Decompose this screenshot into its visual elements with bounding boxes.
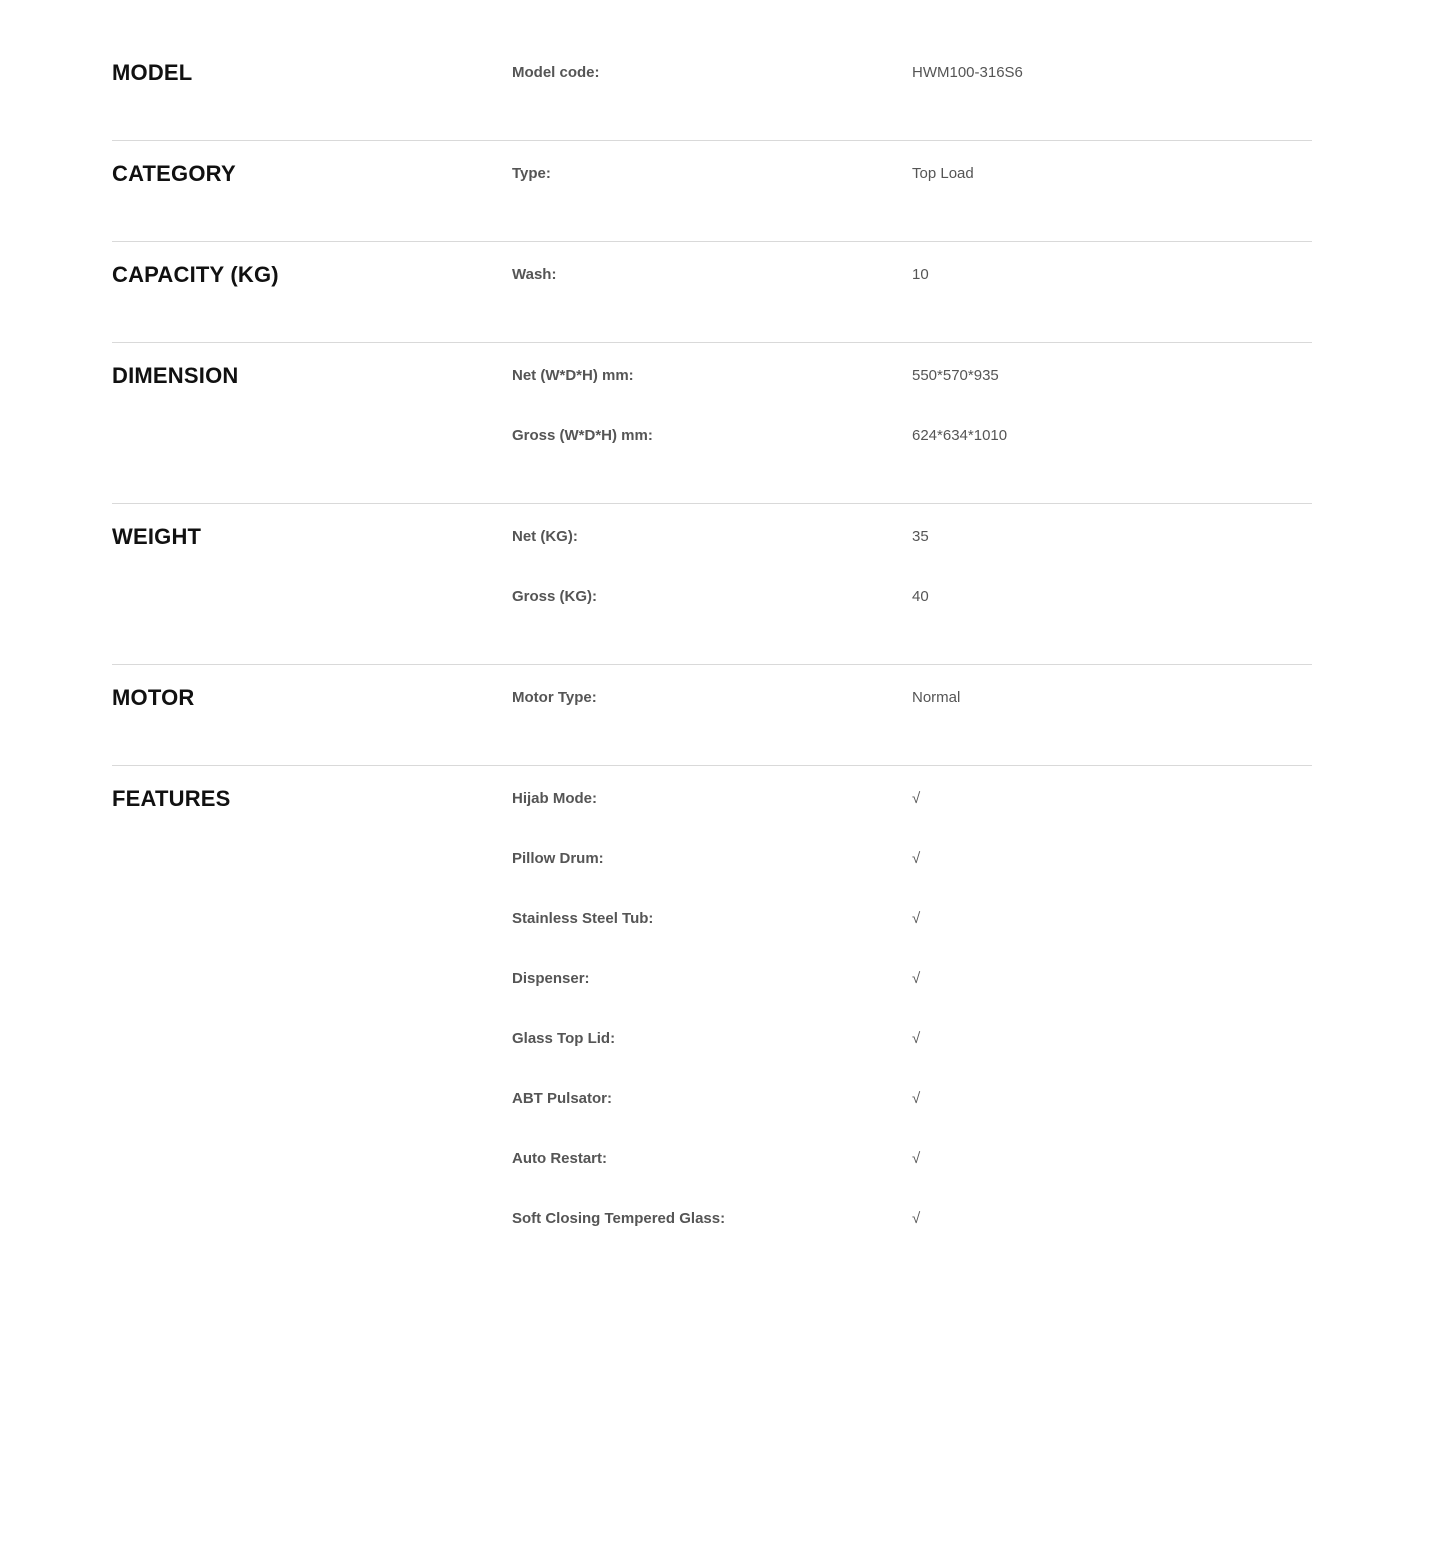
check-mark-value: √ [912, 790, 921, 807]
section-title: DIMENSION [112, 363, 239, 388]
spec-label: Net (KG): [512, 528, 578, 545]
section-title: FEATURES [112, 786, 231, 811]
spec-label: Wash: [512, 266, 557, 283]
spec-row [512, 358, 1312, 418]
spec-value: 550*570*935 [912, 367, 999, 384]
spec-row [512, 901, 1312, 961]
spec-row [512, 781, 1312, 841]
spec-row [512, 1141, 1312, 1201]
spec-rows [512, 55, 1312, 99]
spec-row [512, 680, 1312, 724]
spec-label: Dispenser: [512, 970, 590, 987]
spec-label: Gross (W*D*H) mm: [512, 427, 653, 444]
spec-row [512, 418, 1312, 462]
check-mark-value: √ [912, 910, 921, 927]
section-title: MOTOR [112, 685, 195, 710]
spec-section-weight [112, 504, 1312, 665]
spec-value: Top Load [912, 165, 974, 182]
spec-label: Motor Type: [512, 689, 597, 706]
spec-section-motor [112, 665, 1312, 766]
spec-row [512, 1081, 1312, 1141]
spec-label: Pillow Drum: [512, 850, 604, 867]
check-mark-value: √ [912, 1090, 921, 1107]
spec-row [512, 156, 1312, 200]
check-mark-value: √ [912, 1210, 921, 1227]
spec-label: ABT Pulsator: [512, 1090, 613, 1107]
spec-section-capacity [112, 242, 1312, 343]
spec-row [512, 841, 1312, 901]
spec-label: Auto Restart: [512, 1150, 608, 1167]
check-mark-value: √ [912, 1030, 921, 1047]
spec-value: 624*634*1010 [912, 427, 1008, 444]
spec-label: Stainless Steel Tub: [512, 910, 654, 927]
spec-row [512, 961, 1312, 1021]
section-title: MODEL [112, 60, 193, 85]
spec-row [512, 519, 1312, 579]
spec-section-dimension [112, 343, 1312, 504]
spec-label: Model code: [512, 64, 600, 81]
spec-row [512, 257, 1312, 301]
spec-value: Normal [912, 689, 961, 706]
spec-rows [512, 156, 1312, 200]
spec-rows [512, 257, 1312, 301]
spec-value: HWM100-316S6 [912, 64, 1023, 81]
spec-rows [512, 519, 1312, 623]
spec-label: Soft Closing Tempered Glass: [512, 1210, 726, 1227]
spec-rows [512, 358, 1312, 462]
spec-row [512, 55, 1312, 99]
spec-row [512, 1201, 1312, 1245]
spec-row [512, 579, 1312, 623]
spec-section-model [112, 40, 1312, 141]
spec-rows [512, 680, 1312, 724]
spec-row [512, 1021, 1312, 1081]
spec-section-features [112, 766, 1312, 1286]
spec-table [112, 40, 1312, 1286]
spec-label: Net (W*D*H) mm: [512, 367, 634, 384]
spec-value: 35 [912, 528, 929, 545]
spec-label: Type: [512, 165, 551, 182]
spec-section-category [112, 141, 1312, 242]
spec-rows [512, 781, 1312, 1245]
section-title: WEIGHT [112, 524, 202, 549]
spec-label: Gross (KG): [512, 588, 598, 605]
section-title: CATEGORY [112, 161, 236, 186]
check-mark-value: √ [912, 970, 921, 987]
spec-label: Hijab Mode: [512, 790, 597, 807]
spec-value: 10 [912, 266, 929, 283]
section-title: CAPACITY (KG) [112, 262, 279, 287]
check-mark-value: √ [912, 850, 921, 867]
spec-label: Glass Top Lid: [512, 1030, 616, 1047]
check-mark-value: √ [912, 1150, 921, 1167]
spec-value: 40 [912, 588, 929, 605]
